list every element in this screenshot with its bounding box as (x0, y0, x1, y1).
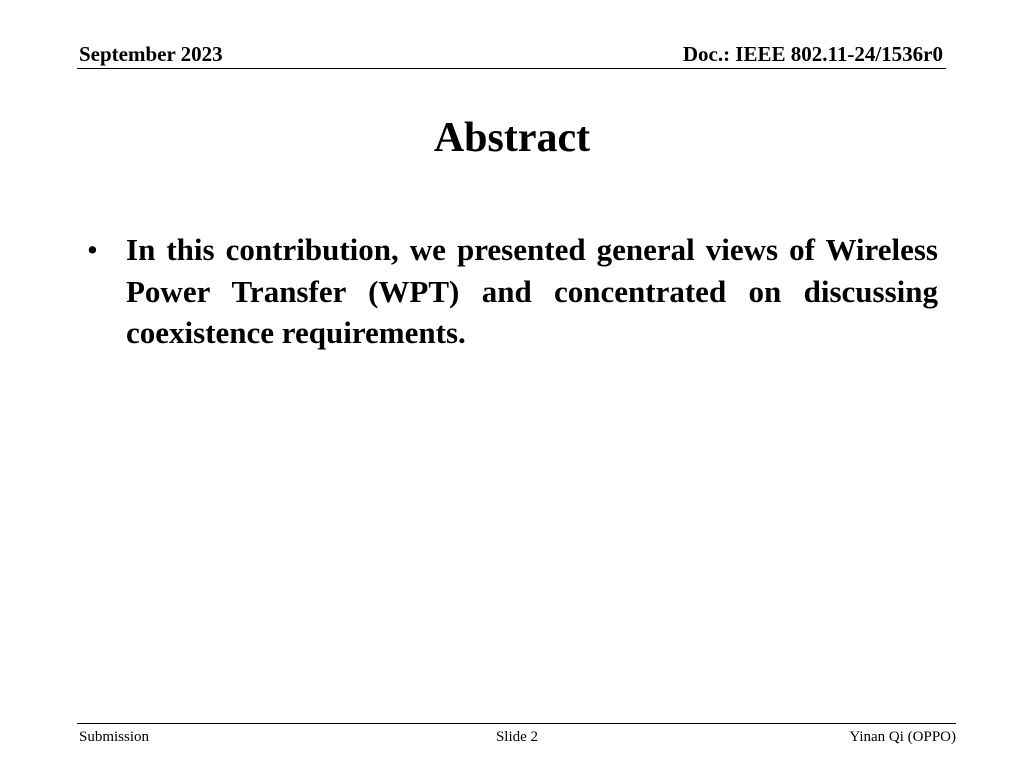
header-date: September 2023 (79, 42, 223, 66)
header-doc-number: Doc.: IEEE 802.11-24/1536r0 (682, 42, 943, 66)
footer-slide-number: Slide 2 (495, 729, 539, 745)
bullet-icon: • (87, 232, 98, 267)
footer-author: Yinan Qi (OPPO) (849, 729, 956, 745)
slide-title: Abstract (433, 115, 591, 161)
footer-submission: Submission (79, 729, 150, 745)
bullet-item (87, 229, 938, 354)
bullet-text: In this contribution, we presented general views of Wireless Power Transfer (WPT) and concentrated on discussing coexistence requirements. (126, 232, 938, 350)
footer-divider (77, 723, 956, 724)
bullet-list (87, 229, 938, 354)
header-divider (77, 68, 946, 69)
